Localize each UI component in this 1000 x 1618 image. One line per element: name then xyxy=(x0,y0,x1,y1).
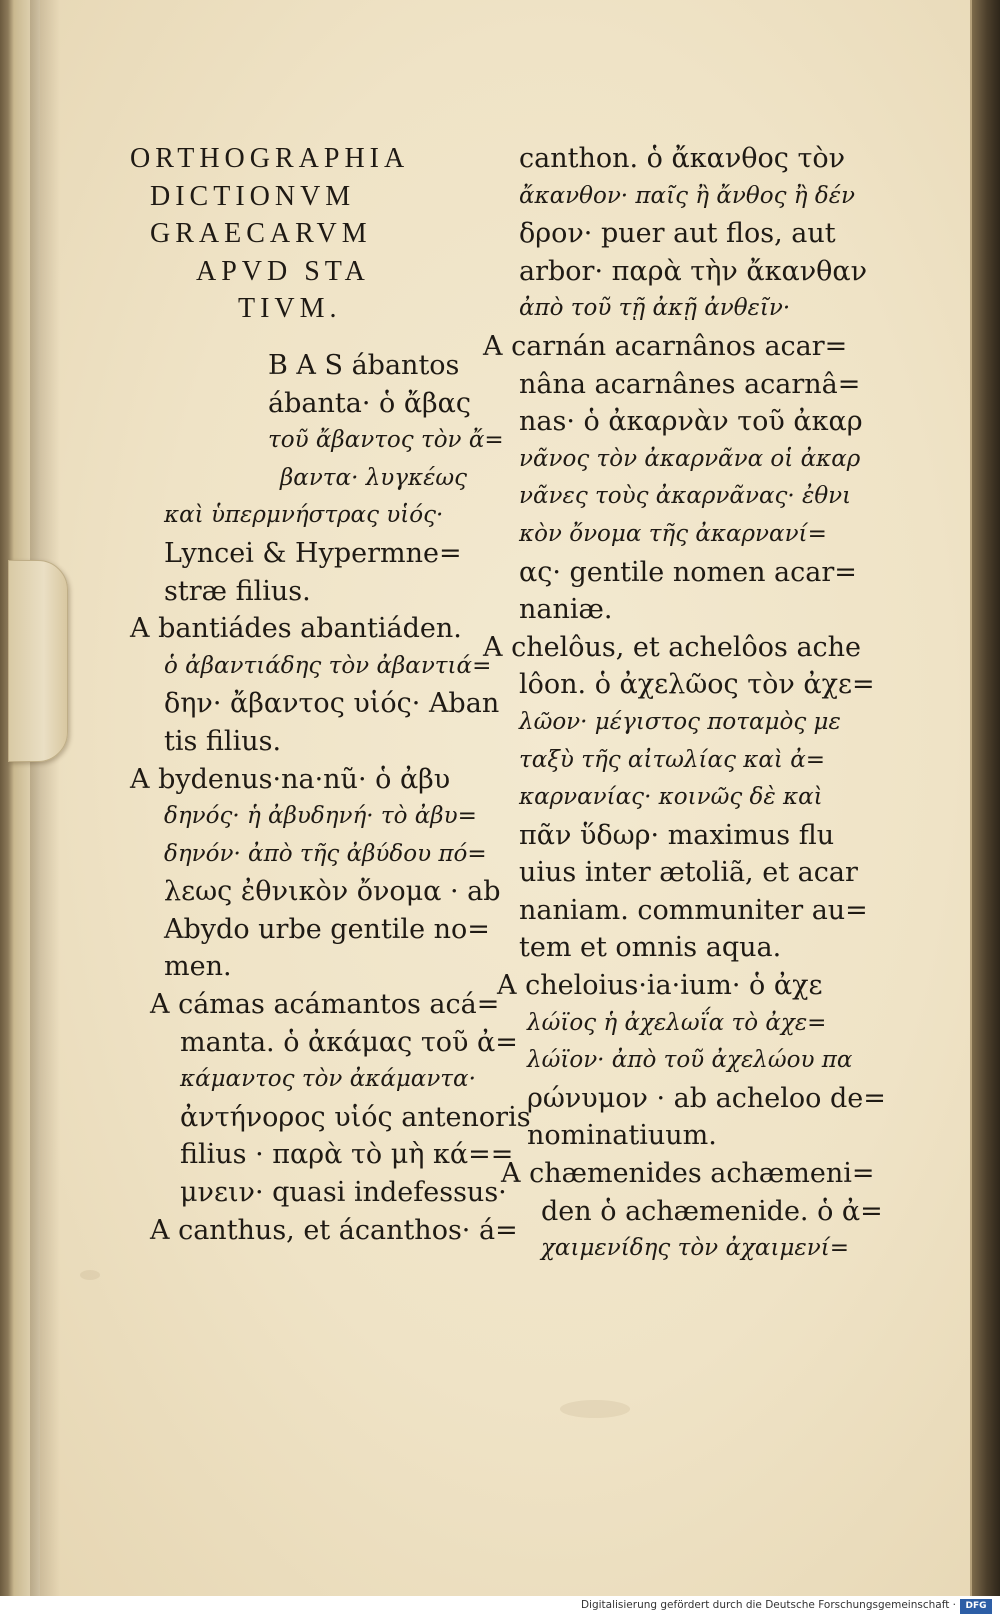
title-line: TIVM. xyxy=(238,293,342,325)
text-line: δην· ἄβαντος υἱός· Aban xyxy=(164,688,500,720)
text-line: λῶον· μέγιστος ποταμὸς με xyxy=(519,708,841,735)
text-line: stræ filius. xyxy=(164,575,311,607)
page-stain xyxy=(80,1270,100,1280)
text-line: tem et omnis aqua. xyxy=(519,932,782,964)
text-line: arbor· παρὰ τὴν ἄκανθαν xyxy=(519,255,868,287)
text-line: canthon. ὁ ἄκανθος τὸν xyxy=(519,143,846,174)
text-line: λεως ἐθνικὸν ὄνομα · ab xyxy=(164,876,501,908)
paper-tab-flap xyxy=(8,560,68,762)
digitization-footer xyxy=(0,1596,1000,1618)
text-line: ábanta· ὁ ἄβας xyxy=(268,387,472,419)
text-line: ἀντήνορος υἱός antenoris xyxy=(180,1101,531,1133)
text-line: ἄκανθον· παῖς ἢ ἄνθος ἢ δέν xyxy=(519,182,856,209)
text-line: νᾶνος τὸν ἀκαρνᾶνα οἱ ἀκαρ xyxy=(519,445,861,472)
text-line: manta. ὁ ἀκάμας τοῦ ἀ= xyxy=(180,1026,518,1058)
text-line: Lyncei & Hypermne= xyxy=(164,537,462,569)
text-line: ἀπὸ τοῦ τῇ ἀκῇ ἀνθεῖν· xyxy=(519,295,791,322)
text-line: κάμαντος τὸν ἀκάμαντα· xyxy=(180,1066,476,1093)
text-line: καρνανίας· κοινῶς δὲ καὶ xyxy=(519,784,823,811)
text-line: nominatiuum. xyxy=(527,1120,717,1152)
text-line: den ὁ achæmenide. ὁ ἀ= xyxy=(541,1195,883,1227)
text-line: nâna acarnânes acarnâ= xyxy=(519,368,861,400)
page-stain xyxy=(560,1400,630,1418)
text-line: uius inter ætoliã, et acar xyxy=(519,857,858,889)
text-line: lôon. ὁ ἀχελῶος τὸν ἀχε= xyxy=(519,669,875,701)
text-line: A chæmenides achæmeni= xyxy=(501,1158,875,1190)
spacer xyxy=(130,328,495,347)
text-line: B A S ábantos xyxy=(268,349,460,381)
footer-credit-text: Digitalisierung gefördert durch die Deutsche Forschungsgemeinschaft · xyxy=(580,1599,956,1611)
text-line: πᾶν ὕδωρ· maximus flu xyxy=(519,819,835,851)
text-line: A cámas acámantos acá= xyxy=(150,989,500,1021)
page-edge-shadow xyxy=(30,0,60,1596)
text-line: nas· ὁ ἀκαρνὰν τοῦ ἀκαρ xyxy=(519,406,863,438)
text-line: A cheloius·ia·ium· ὁ ἀχε xyxy=(497,970,823,1002)
text-line: λώϊον· ἀπὸ τοῦ ἀχελώου πα xyxy=(527,1047,853,1074)
right-text-column xyxy=(483,140,886,1268)
title-line: APVD STA xyxy=(196,255,370,287)
text-line: δηνόν· ἀπὸ τῆς ἀβύδου πό= xyxy=(164,840,487,867)
text-line: μνειν· quasi indefessus· xyxy=(180,1177,507,1209)
book-spine xyxy=(968,0,1000,1596)
text-line: filius · παρὰ τὸ μὴ κά== xyxy=(180,1139,514,1171)
left-text-column xyxy=(130,140,531,1249)
text-line: ὁ ἀβαντιάδης τὸν ἀβαντιά= xyxy=(164,652,492,679)
text-line: δρον· puer aut flos, aut xyxy=(519,218,836,250)
text-line: A chelôus, et achelôos ache xyxy=(483,631,862,663)
text-line: ρώνυμον · ab acheloo de= xyxy=(527,1082,886,1114)
text-line: λώϊος ἡ ἀχελωΐα τὸ ἀχε= xyxy=(527,1009,827,1036)
text-line: naniam. communiter au= xyxy=(519,894,868,926)
dfg-logo: DFG xyxy=(960,1599,992,1614)
text-line: A canthus, et ácanthos· á= xyxy=(150,1214,518,1246)
text-line: A carnán acarnânos acar= xyxy=(483,330,848,362)
text-line: χαιμενίδης τὸν ἀχαιμενί= xyxy=(541,1235,850,1262)
text-line: κὸν ὄνομα τῆς ἀκαρνανί= xyxy=(519,520,827,547)
text-line: νᾶνες τοὺς ἀκαρνᾶνας· ἐθνι xyxy=(519,483,852,510)
title-line: ORTHOGRAPHIA xyxy=(130,143,410,174)
text-line: naniæ. xyxy=(519,594,613,626)
text-line: Abydo urbe gentile no= xyxy=(164,913,490,945)
text-line: A bantiádes abantiáden. xyxy=(130,613,462,645)
text-line: ας· gentile nomen acar= xyxy=(519,556,857,588)
text-line: A bydenus·na·nũ· ὁ ἀβυ xyxy=(130,763,451,795)
text-line: καὶ ὑπερμνήστρας υἱός· xyxy=(164,502,444,529)
title-line: DICTIONVM xyxy=(150,180,356,212)
title-line: GRAECARVM xyxy=(150,218,372,250)
text-line: men. xyxy=(164,951,232,983)
text-line: δηνός· ἡ ἀβυδηνή· τὸ ἀβυ= xyxy=(164,803,477,830)
text-line: βαντα· λυγκέως xyxy=(280,464,468,491)
text-line: tis filius. xyxy=(164,725,282,757)
text-line: τοῦ ἄβαντος τὸν ἄ= xyxy=(268,427,504,454)
text-line: ταξὺ τῆς αἰτωλίας καὶ ἀ= xyxy=(519,746,826,773)
